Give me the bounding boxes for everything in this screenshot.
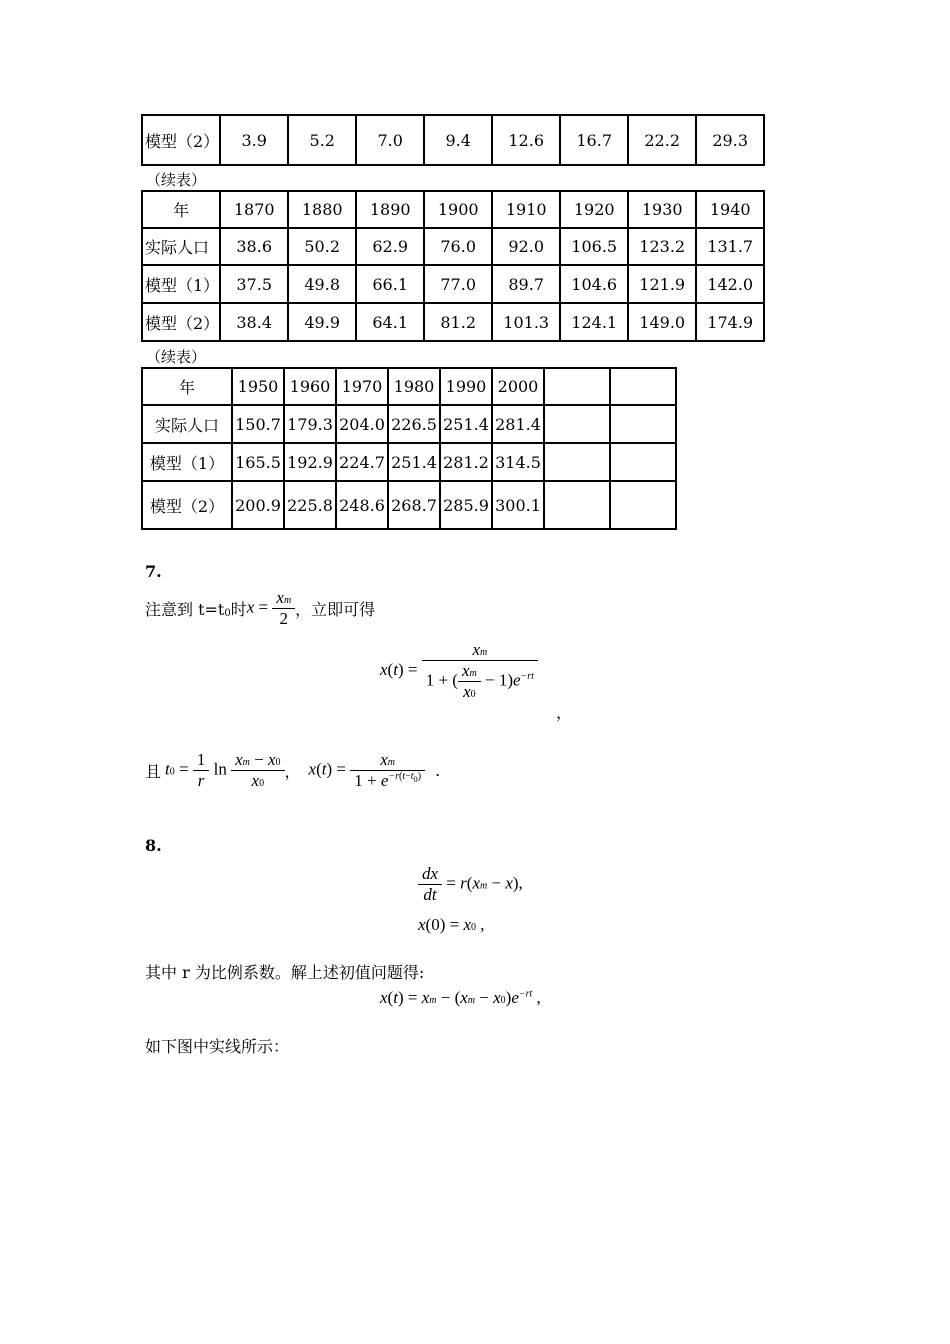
row-label: 实际人口 (142, 405, 232, 443)
cell: 174.9 (696, 303, 764, 341)
cell: 22.2 (628, 115, 696, 165)
table-row (142, 443, 676, 481)
header-label: 年 (142, 191, 220, 228)
intro-text: 注意到 t=t (145, 599, 225, 619)
cell: 3.9 (220, 115, 288, 165)
cell: 131.7 (696, 228, 764, 265)
cell: 50.2 (288, 228, 356, 265)
header-cell: 1980 (388, 368, 440, 405)
table-header-row (142, 368, 676, 405)
cell (610, 481, 676, 529)
cell: 12.6 (492, 115, 560, 165)
header-cell: 1950 (232, 368, 284, 405)
intro-text-suffix: ，立即可得 (295, 599, 376, 619)
cell: 106.5 (560, 228, 628, 265)
cell (610, 443, 676, 481)
header-cell (610, 368, 676, 405)
table-caption: （续表） (146, 171, 207, 189)
cell: 7.0 (356, 115, 424, 165)
end-period: . (435, 760, 441, 780)
formula-initial-condition: x(0) = x0 , (418, 915, 485, 934)
header-cell (544, 368, 610, 405)
formula-end-comma: ， (556, 703, 573, 722)
row-label: 模型（2） (142, 115, 220, 165)
cell: 62.9 (356, 228, 424, 265)
cell: 179.3 (284, 405, 336, 443)
header-label: 年 (142, 368, 232, 405)
formula-t0: t0 = $\frac{1}{r}$ ln $\frac{xm - x0}{x0}$ (165, 750, 284, 791)
cell: 251.4 (440, 405, 492, 443)
cell: 285.9 (440, 481, 492, 529)
cell: 150.7 (232, 405, 284, 443)
cell: 268.7 (388, 481, 440, 529)
cell: 9.4 (424, 115, 492, 165)
cell: 224.7 (336, 443, 388, 481)
header-cell: 1900 (424, 191, 492, 228)
table-row (142, 228, 764, 265)
table-row (142, 303, 764, 341)
row-label: 模型（1） (142, 265, 220, 303)
header-cell: 2000 (492, 368, 544, 405)
cell (544, 405, 610, 443)
section7-t0-line (145, 740, 440, 800)
intro-text-mid: 时 (230, 599, 247, 619)
cell: 248.6 (336, 481, 388, 529)
header-cell: 1920 (560, 191, 628, 228)
cell (610, 405, 676, 443)
formula-ode: $\frac{dx}{dt}$ = r(xm − x), (418, 864, 523, 905)
header-cell: 1940 (696, 191, 764, 228)
table-header-row (142, 191, 764, 228)
cell: 124.1 (560, 303, 628, 341)
cell: 76.0 (424, 228, 492, 265)
header-cell: 1910 (492, 191, 560, 228)
cell: 225.8 (284, 481, 336, 529)
and-text: 且 (145, 761, 162, 781)
header-cell: 1930 (628, 191, 696, 228)
table-1950-2000 (141, 367, 677, 530)
header-cell: 1880 (288, 191, 356, 228)
section-number: 8. (145, 836, 162, 855)
table-model2-partial (141, 114, 765, 166)
cell: 281.2 (440, 443, 492, 481)
cell: 29.3 (696, 115, 764, 165)
cell: 38.4 (220, 303, 288, 341)
header-cell: 1960 (284, 368, 336, 405)
cell: 81.2 (424, 303, 492, 341)
cell (544, 443, 610, 481)
table-row (142, 481, 676, 529)
cell: 123.2 (628, 228, 696, 265)
cell: 5.2 (288, 115, 356, 165)
cell: 37.5 (220, 265, 288, 303)
cell: 38.6 (220, 228, 288, 265)
cell: 204.0 (336, 405, 388, 443)
formula-solution-exp: x(t) = xm − $(xm - x0)e^{-rt}$ , (380, 988, 541, 1007)
cell: 64.1 (356, 303, 424, 341)
cell: 66.1 (356, 265, 424, 303)
cell: 200.9 (232, 481, 284, 529)
table-row (142, 265, 764, 303)
separator-comma: ， (284, 761, 301, 781)
formula-x-t-shifted: x(t) = $\frac{xm}{1 + e^{-r(t-t_0)}}$ (309, 750, 426, 791)
formula-logistic-solution: x(t) = xm 1 + ( $\frac{xm}{x0}$ − $1)e^{-rt}$ (380, 640, 538, 702)
cell: 92.0 (492, 228, 560, 265)
row-label: 模型（2） (142, 303, 220, 341)
header-cell: 1890 (356, 191, 424, 228)
header-cell: 1870 (220, 191, 288, 228)
cell: 251.4 (388, 443, 440, 481)
row-label: 实际人口 (142, 228, 220, 265)
table-row (142, 115, 764, 165)
cell: 121.9 (628, 265, 696, 303)
row-label: 模型（2） (142, 481, 232, 529)
cell: 77.0 (424, 265, 492, 303)
formula-x-eq-xm-half: x = $\frac{xm}{2}$ (247, 588, 295, 629)
cell: 226.5 (388, 405, 440, 443)
cell: 149.0 (628, 303, 696, 341)
row-label: 模型（1） (142, 443, 232, 481)
cell: 165.5 (232, 443, 284, 481)
cell: 192.9 (284, 443, 336, 481)
section-number: 7. (145, 562, 162, 581)
intro-subscript: 0 (224, 607, 231, 619)
cell: 16.7 (560, 115, 628, 165)
table-row (142, 405, 676, 443)
table-caption: （续表） (146, 348, 207, 366)
cell: 89.7 (492, 265, 560, 303)
cell: 300.1 (492, 481, 544, 529)
section8-text2: 如下图中实线所示： (145, 1037, 290, 1056)
cell: 101.3 (492, 303, 560, 341)
cell: 281.4 (492, 405, 544, 443)
cell: 49.9 (288, 303, 356, 341)
cell: 49.8 (288, 265, 356, 303)
cell (544, 481, 610, 529)
header-cell: 1990 (440, 368, 492, 405)
cell: 142.0 (696, 265, 764, 303)
table-1870-1940 (141, 190, 765, 342)
cell: 104.6 (560, 265, 628, 303)
cell: 314.5 (492, 443, 544, 481)
header-cell: 1970 (336, 368, 388, 405)
section7-intro-line (145, 588, 375, 628)
section8-text1: 其中 r 为比例系数。解上述初值问题得: (145, 963, 425, 982)
